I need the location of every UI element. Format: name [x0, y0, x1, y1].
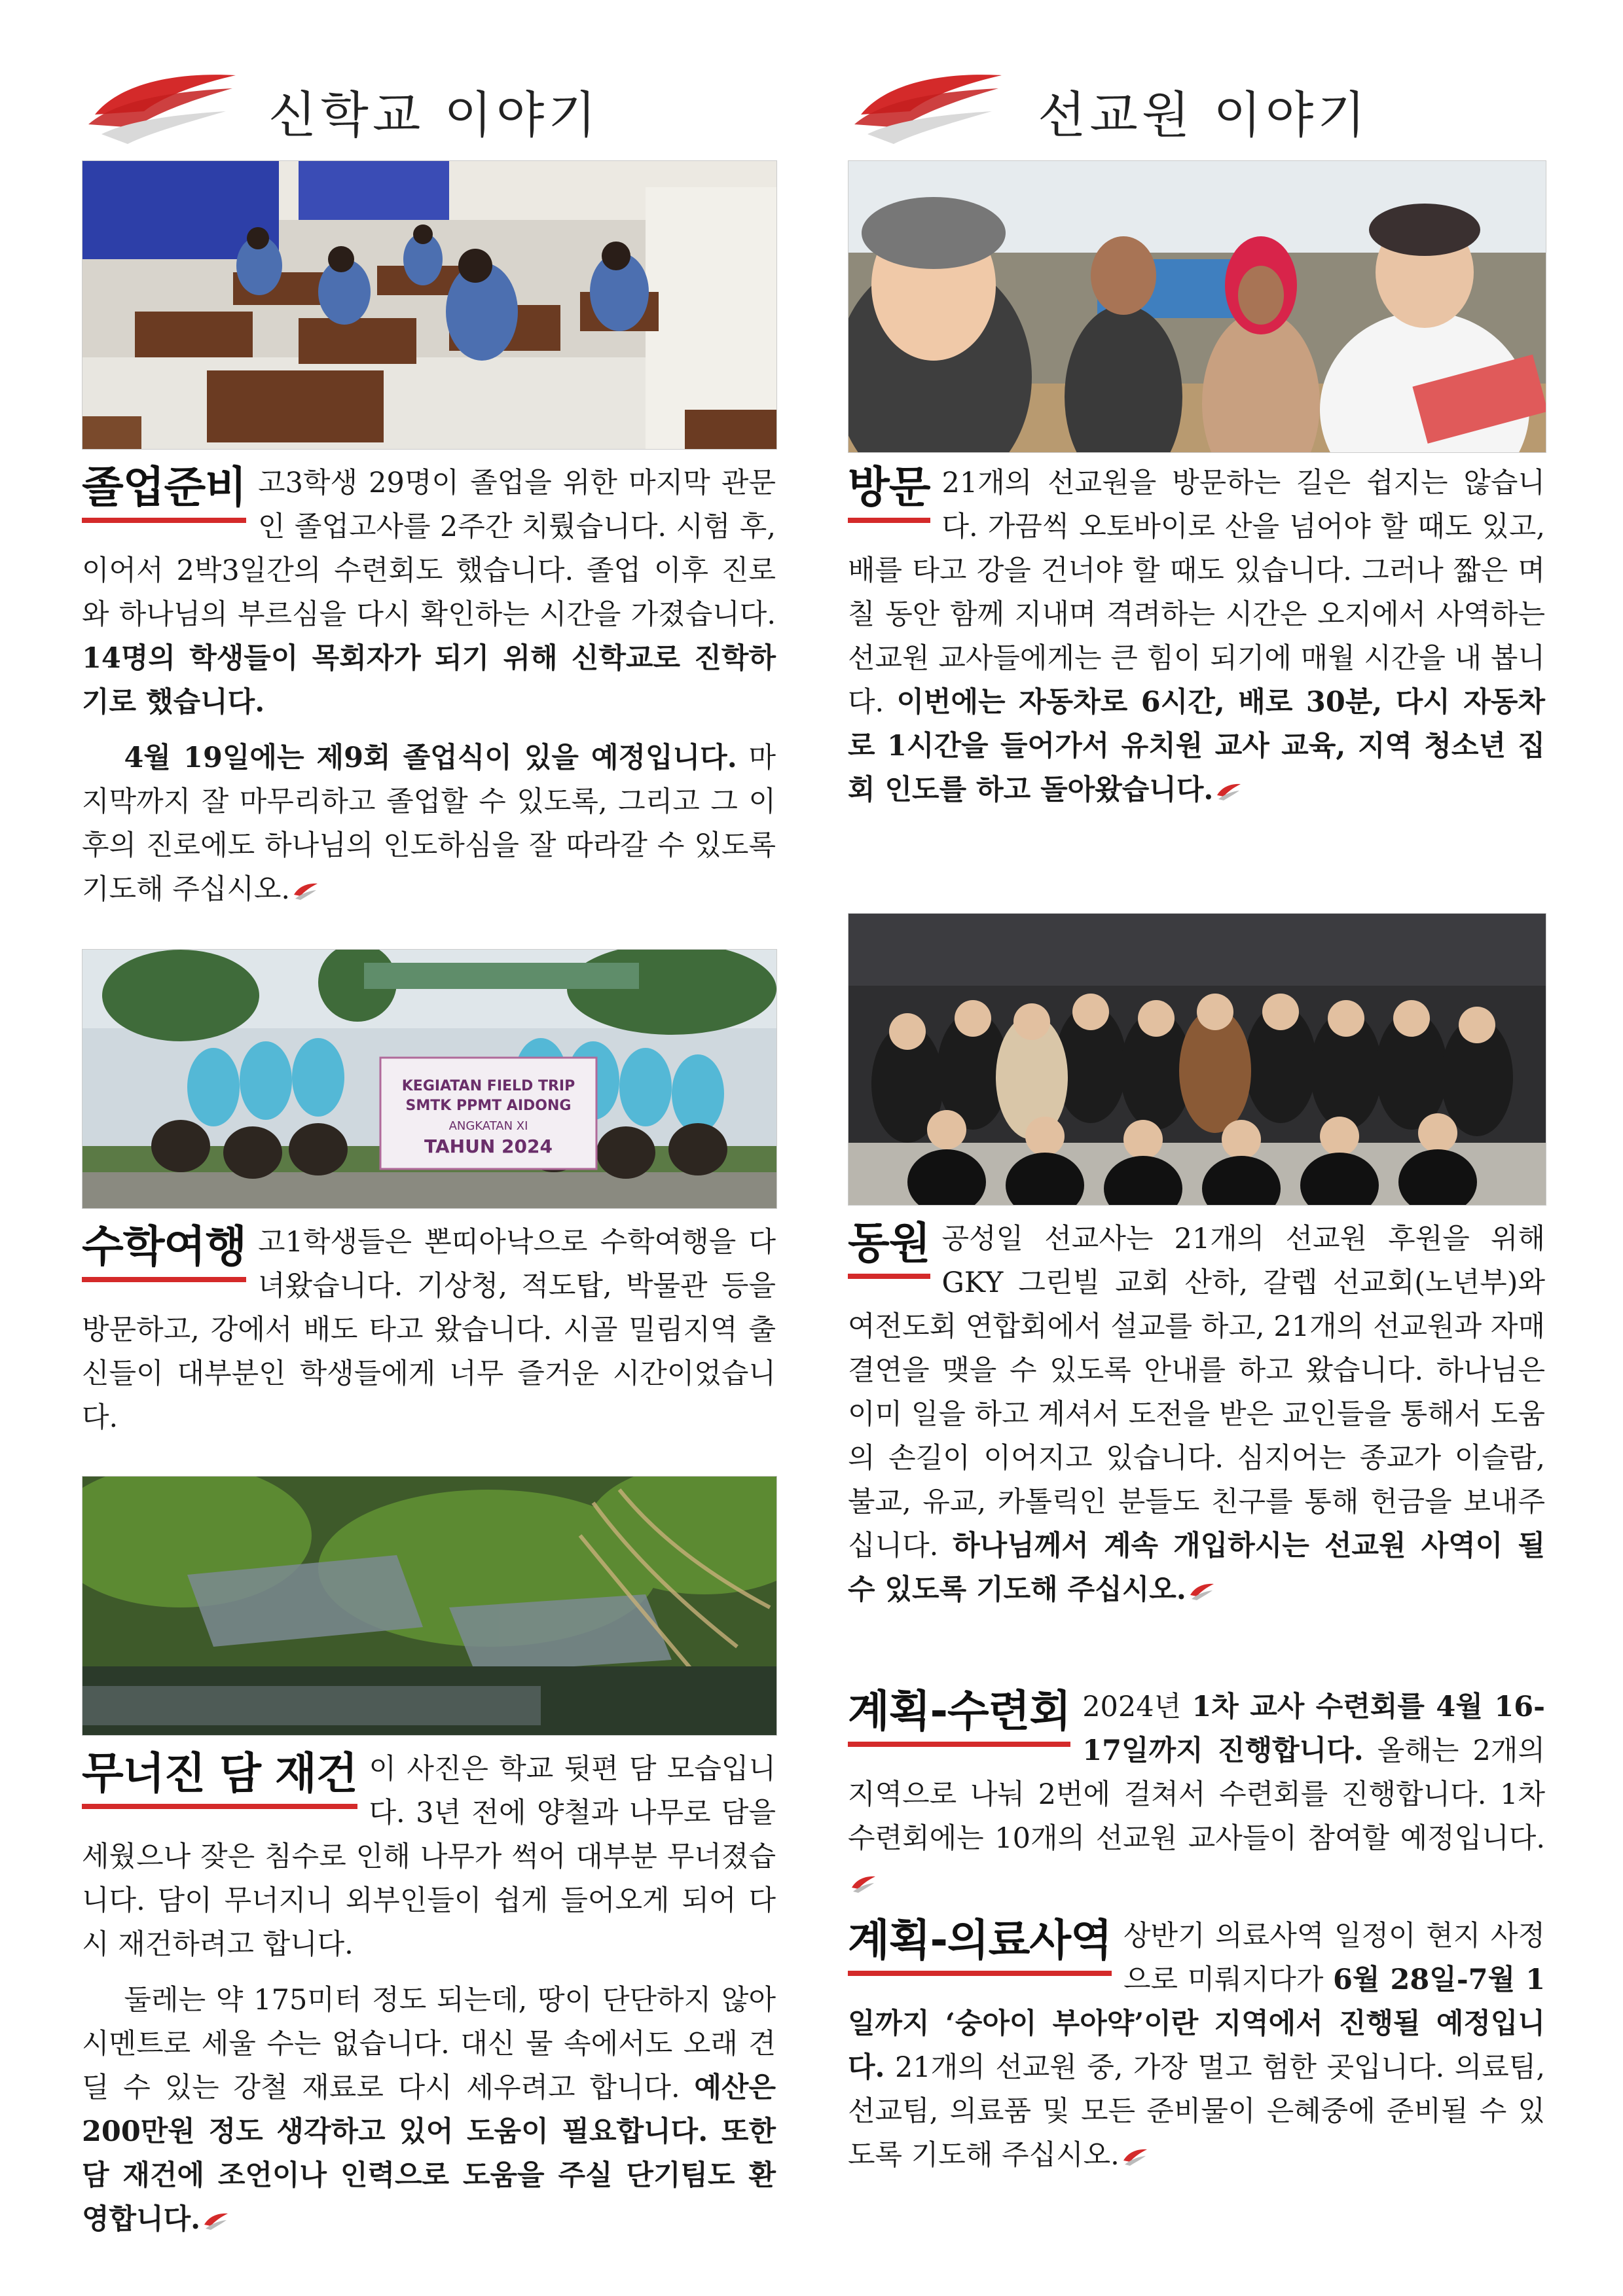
- article-text: 마지막까지 잘 마무리하고 졸업할 수 있도록, 그리고 그 이후의 진로에도 하나님의 인도하심을 잘 따라갈 수 있도록 기도해 주십시오.: [82, 742, 776, 906]
- banner-line: ANGKATAN XI: [448, 1119, 528, 1133]
- end-flag-icon: [1216, 782, 1242, 802]
- article-text-bold: 이번에는 자동차로 6시간, 배로 30분, 다시 자동차로 1시간을 들어가서 유치원 교사 교육, 지역 청소년 집회 인도를 하고 돌아왔습니다.: [848, 686, 1545, 806]
- section-title: 신학교 이야기: [268, 86, 600, 144]
- article-text-bold: 1차 교사 수련회를 4월 16-17일까지 진행합니다.: [1082, 1691, 1545, 1767]
- article-text: 고1학생들은 뽄띠아낙으로 수학여행을 다녀왔습니다. 기상청, 적도탑, 박물관 등을 방문하고, 강에서 배도 타고 왔습니다. 시골 밀림지역 출신들이 대부분인 학생들에게 너무 즐거운 시간이었습니다.: [82, 1226, 776, 1434]
- headline-plan-retreat: 계획-수련회: [848, 1685, 1070, 1747]
- article-fence-rebuild: [82, 1748, 776, 2242]
- article-text: 올해는 2개의 지역으로 나눠 2번에 걸쳐서 수련회를 진행합니다. 1차 수련회에는 10개의 선교원 교사들이 참여할 예정입니다.: [848, 1734, 1545, 1855]
- article-visit: [848, 461, 1545, 812]
- article-text: 상반기 의료사역 일정이 현지 사정으로 미뤄지다가: [1123, 1920, 1545, 1996]
- banner-line: TAHUN 2024: [424, 1136, 553, 1157]
- article-text: 고3학생 29명이 졸업을 위한 마지막 관문인 졸업고사를 2주간 치뤘습니다. 시험 후, 이어서 2박3일간의 수련회도 했습니다. 졸업 이후 진로와 하나님의 부르심을 다시 확인하는 시간을 가졌습니다.: [82, 467, 776, 631]
- article-text-bold: 예산은 200만원 정도 생각하고 있어 도움이 필요합니다. 또한 담 재건에 조언이나 인력으로 도움을 주실 단기팀도 환영합니다.: [82, 2072, 776, 2236]
- photo-collapsed-fence: [82, 1476, 777, 1736]
- article-text: 이 사진은 학교 뒷편 담 모습입니다. 3년 전에 양철과 나무로 담을 세웠으나 잦은 침수로 인해 나무가 썩어 대부분 무너졌습니다. 담이 무너지니 외부인들이 쉽게 들어오게 되어 다시 재건하려고 합니다.: [82, 1753, 776, 1961]
- brush-flag-icon: [82, 62, 239, 147]
- photo-field-trip-group: [82, 949, 777, 1209]
- headline-visit: 방문: [848, 461, 930, 523]
- photo-classroom-exam: [82, 160, 777, 450]
- end-flag-icon: [1189, 1582, 1215, 1602]
- article-mobilization: [848, 1217, 1545, 1612]
- article-plan-medical: [848, 1914, 1545, 2178]
- article-text-bold: 4월 19일에는 제9회 졸업식이 있을 예정입니다.: [124, 742, 737, 774]
- headline-graduation-prep: 졸업준비: [82, 461, 246, 523]
- article-graduation-prep: [82, 461, 776, 912]
- photo-river-selfie: [848, 160, 1546, 453]
- article-field-trip: [82, 1221, 776, 1440]
- brush-flag-icon: [848, 62, 1005, 147]
- photo-church-group: [848, 913, 1546, 1206]
- end-flag-icon: [203, 2212, 229, 2231]
- article-text-bold: 하나님께서 계속 개입하시는 선교원 사역이 될 수 있도록 기도해 주십시오.: [848, 1530, 1546, 1606]
- headline-mobilization: 동원: [848, 1217, 930, 1279]
- headline-plan-medical: 계획-의료사역: [848, 1914, 1112, 1976]
- article-text: 둘레는 약 175미터 정도 되는데, 땅이 단단하지 않아 시멘트로 세울 수는 없습니다. 대신 물 속에서도 오래 견딜 수 있는 강철 재료로 다시 세우려고 합니다.: [82, 1984, 776, 2104]
- article-text: 21개의 선교원 중, 가장 멀고 험한 곳입니다. 의료팀, 선교팀, 의료품 및 모든 준비물이 은혜중에 준비될 수 있도록 기도해 주십시오.: [848, 2051, 1545, 2172]
- section-title: 선교원 이야기: [1038, 86, 1370, 144]
- article-text: 2024년: [1082, 1691, 1192, 1723]
- end-flag-icon: [850, 1874, 877, 1894]
- article-text-bold: 14명의 학생들이 목회자가 되기 위해 신학교로 진학하기로 했습니다.: [82, 642, 776, 719]
- section-header-seminary: [82, 56, 776, 154]
- headline-fence-rebuild: 무너진 담 재건: [82, 1748, 357, 1809]
- end-flag-icon: [1122, 2147, 1148, 2167]
- article-text: 21개의 선교원을 방문하는 길은 쉽지는 않습니다. 가끔씩 오토바이로 산을 넘어야 할 때도 있고, 배를 타고 강을 건너야 할 때도 있습니다. 그러나 짧은 며칠 동안 함께 지내며 격려하는 시간은 오지에서 사역하는 선교원 교사들에게는 큰 힘이 되기에 매월 시간을 내 봅니다.: [848, 467, 1545, 719]
- banner-line: KEGIATAN FIELD TRIP: [401, 1078, 575, 1094]
- headline-field-trip: 수학여행: [82, 1221, 246, 1282]
- section-header-kindergarten: [848, 56, 1545, 154]
- end-flag-icon: [293, 882, 319, 901]
- article-text: 공성일 선교사는 21개의 선교원 후원을 위해 GKY 그린빌 교회 산하, 갈렙 선교회(노년부)와 여전도회 연합회에서 설교를 하고, 21개의 선교원과 자매 결연을 맺을 수 있도록 안내를 하고 왔습니다. 하나님은 이미 일을 하고 계셔서 도전을 받은 교인들을 통해서 도움의 손길이 이어지고 있습니다. 심지어는 종교가 이슬람, 불교, 유교, 카톨릭인 분들도 친구를 통해 헌금을 보내주십니다.: [848, 1223, 1545, 1562]
- article-text-bold: 6월 28일-7월 1일까지 ‘숭아이 부아약’이란 지역에서 진행될 예정입니다.: [848, 1964, 1546, 2084]
- banner-line: SMTK PPMT AIDONG: [405, 1098, 572, 1114]
- article-plan-retreat: [848, 1685, 1545, 1905]
